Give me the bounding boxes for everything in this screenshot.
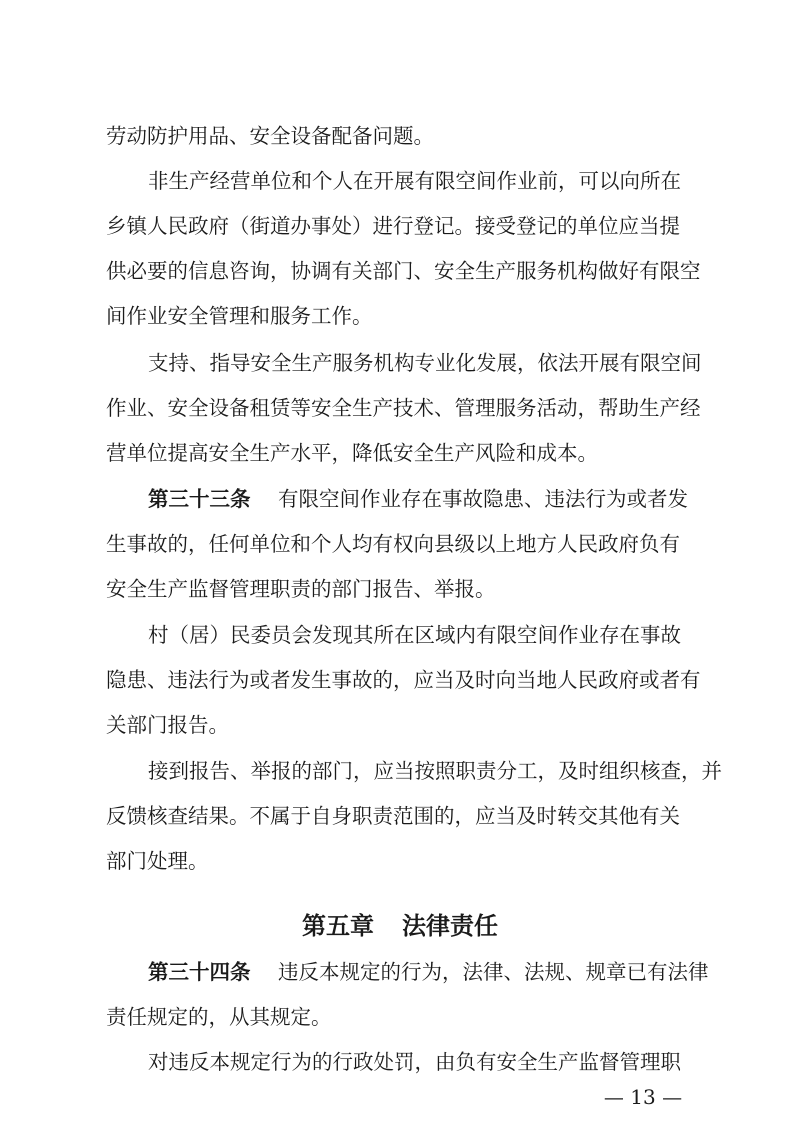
- line-text: 支持、指导安全生产服务机构专业化发展，依法开展有限空间: [148, 351, 702, 375]
- text-line: [0, 751, 800, 791]
- text-line: [0, 479, 800, 519]
- article-heading: 第三十四条: [148, 960, 251, 984]
- line-text: 村（居）民委员会发现其所在区域内有限空间作业存在事故: [148, 623, 681, 647]
- line-text: 营单位提高安全生产水平，降低安全生产风险和成本。: [106, 441, 598, 465]
- text-line: [0, 615, 800, 655]
- text-line: [0, 161, 800, 201]
- line-text: 安全生产监督管理职责的部门报告、举报。: [106, 577, 496, 601]
- chapter-heading: [0, 906, 800, 946]
- line-text: 关部门报告。: [106, 713, 229, 737]
- text-line: [0, 296, 800, 336]
- line-text: 部门处理。: [106, 849, 209, 873]
- line-text: 有限空间作业存在事故隐患、违法行为或者发: [278, 487, 688, 511]
- text-line: [0, 433, 800, 473]
- text-line: [0, 705, 800, 745]
- text-line: [0, 1042, 800, 1082]
- chapter-title: 法律责任: [402, 912, 498, 940]
- line-text: 劳动防护用品、安全设备配备问题。: [106, 124, 434, 148]
- chapter-number: 第五章: [302, 912, 374, 940]
- text-line: [0, 569, 800, 609]
- text-line: [0, 388, 800, 428]
- text-line: [0, 997, 800, 1037]
- line-text: 接到报告、举报的部门，应当按照职责分工，及时组织核查，并: [148, 759, 722, 783]
- line-text: 责任规定的，从其规定。: [106, 1005, 332, 1029]
- text-line: [0, 343, 800, 383]
- line-text: 作业、安全设备租赁等安全生产技术、管理服务活动，帮助生产经: [106, 396, 701, 420]
- text-line: [0, 206, 800, 246]
- article-heading: 第三十三条: [148, 487, 251, 511]
- line-text: 非生产经营单位和个人在开展有限空间作业前，可以向所在: [148, 169, 681, 193]
- text-line: [0, 796, 800, 836]
- text-line: [0, 660, 800, 700]
- text-line: [0, 524, 800, 564]
- text-line: [0, 116, 800, 156]
- text-line: [0, 251, 800, 291]
- text-line: [0, 841, 800, 881]
- line-text: 对违反本规定行为的行政处罚，由负有安全生产监督管理职: [148, 1050, 681, 1074]
- line-text: 隐患、违法行为或者发生事故的，应当及时向当地人民政府或者有: [106, 668, 701, 692]
- line-text: 反馈核查结果。不属于自身职责范围的，应当及时转交其他有关: [106, 804, 680, 828]
- line-text: 乡镇人民政府（街道办事处）进行登记。接受登记的单位应当提: [106, 214, 680, 238]
- text-line: [0, 952, 800, 992]
- line-text: 供必要的信息咨询，协调有关部门、安全生产服务机构做好有限空: [106, 259, 701, 283]
- line-text: 违反本规定的行为，法律、法规、规章已有法律: [278, 960, 709, 984]
- line-text: 间作业安全管理和服务工作。: [106, 304, 373, 328]
- line-text: 生事故的，任何单位和个人均有权向县级以上地方人民政府负有: [106, 532, 680, 556]
- page-number: — 13 —: [603, 1085, 683, 1109]
